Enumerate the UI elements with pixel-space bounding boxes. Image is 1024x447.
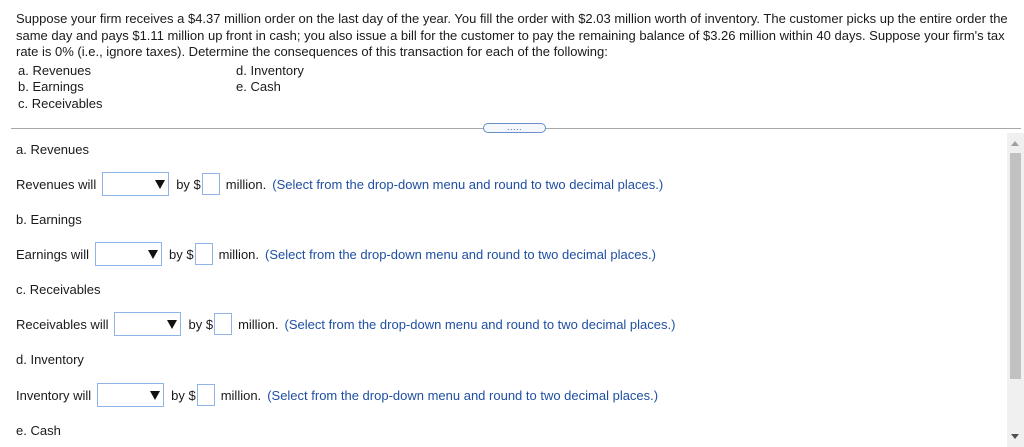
inventory-amount-input[interactable] xyxy=(197,384,215,406)
vertical-scrollbar[interactable] xyxy=(1007,133,1024,447)
triangle-down-icon xyxy=(150,391,160,400)
by-label: by $ xyxy=(168,246,194,262)
parts-list xyxy=(16,63,1016,113)
section-heading-earnings: b. Earnings xyxy=(16,212,82,227)
arrow-down-icon[interactable] xyxy=(1011,434,1019,439)
revenues-amount-input[interactable] xyxy=(202,173,220,195)
part-item: b. Earnings xyxy=(18,79,84,94)
arrow-up-icon[interactable] xyxy=(1011,141,1019,146)
problem-statement xyxy=(16,11,1016,113)
problem-text: Suppose your firm receives a $4.37 million order on the last day of the year. You fill the order with $2.03 million worth of inventory. The customer picks up the entire order the same day and pays $1.11 million up front in cash; you also issue a bill for the customer to pay the remaining balance of $3.26 million within 40 days. Suppose your firm's tax rate is 0% (i.e., ignore taxes). Determine the consequences of this transaction for each of the following: xyxy=(16,11,1008,59)
row-label: Receivables will xyxy=(16,316,109,332)
section-heading-cash: e. Cash xyxy=(16,423,61,438)
unit-label: million. xyxy=(220,387,262,403)
section-heading-inventory: d. Inventory xyxy=(16,352,84,367)
row-revenues xyxy=(16,171,663,197)
triangle-down-icon xyxy=(155,180,165,189)
by-label: by $ xyxy=(176,176,201,192)
revenues-dropdown[interactable] xyxy=(102,172,169,196)
receivables-dropdown[interactable] xyxy=(114,312,181,336)
inventory-dropdown[interactable] xyxy=(97,383,164,407)
section-heading-receivables: c. Receivables xyxy=(16,282,101,297)
receivables-amount-input[interactable] xyxy=(214,313,232,335)
hint-text: (Select from the drop-down menu and round to two decimal places.) xyxy=(272,176,664,192)
by-label: by $ xyxy=(188,316,214,332)
row-label: Earnings will xyxy=(16,246,89,262)
row-earnings xyxy=(16,241,656,267)
scrollbar-thumb[interactable] xyxy=(1010,153,1021,379)
row-label: Revenues will xyxy=(16,176,97,192)
by-label: by $ xyxy=(171,387,196,403)
row-label: Inventory will xyxy=(16,387,92,403)
answer-area xyxy=(0,133,1007,447)
row-receivables xyxy=(16,311,675,337)
hint-text: (Select from the drop-down menu and round to two decimal places.) xyxy=(284,316,676,332)
triangle-down-icon xyxy=(167,320,177,329)
section-heading-revenues: a. Revenues xyxy=(16,142,89,157)
earnings-amount-input[interactable] xyxy=(195,243,213,265)
triangle-down-icon xyxy=(148,250,158,259)
part-item: c. Receivables xyxy=(18,95,103,111)
unit-label: million. xyxy=(225,176,267,192)
part-item: a. Revenues xyxy=(18,62,91,78)
row-inventory xyxy=(16,382,658,408)
unit-label: million. xyxy=(218,246,260,262)
part-item: d. Inventory xyxy=(236,62,304,78)
part-item: e. Cash xyxy=(236,79,281,94)
earnings-dropdown[interactable] xyxy=(95,242,162,266)
hint-text: (Select from the drop-down menu and round to two decimal places.) xyxy=(265,246,656,262)
unit-label: million. xyxy=(238,316,279,332)
hint-text: (Select from the drop-down menu and round to two decimal places.) xyxy=(267,387,659,403)
collapse-handle[interactable]: ..... xyxy=(483,123,546,133)
